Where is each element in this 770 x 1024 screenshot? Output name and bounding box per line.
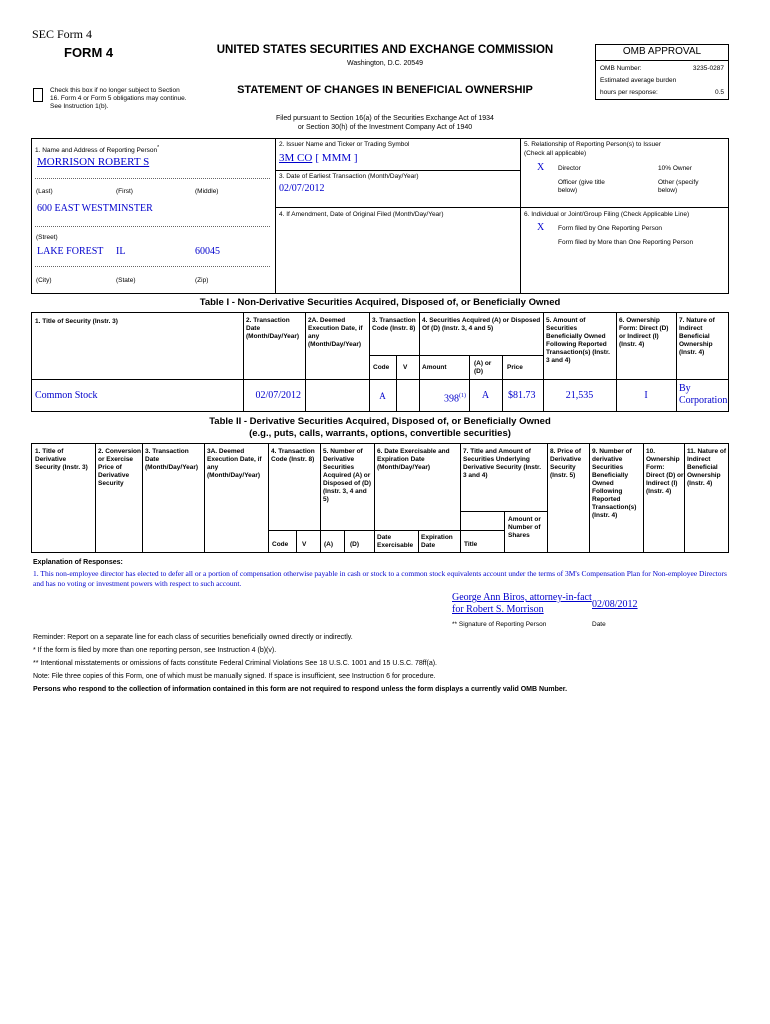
state-value: IL [116,246,126,257]
officer-label: Officer (give title below) [558,179,605,194]
omb-final-note: Persons who respond to the collection of information contained in this form are not required to respond unless the form displays a currently valid OMB Number. [33,686,568,693]
t2-sub-d: (D) [350,541,360,548]
omb-number-label: OMB Number: [600,65,642,72]
t2-sub-code: Code [272,541,289,548]
t1-h5: 5. Amount of Securities Beneficially Owned Following Reported Transaction(s) (Instr. 3 and 4) [546,317,610,364]
t1-row-title: Common Stock [35,390,98,401]
omb-hours-label: hours per response: [600,89,658,96]
signature-label: ** Signature of Reporting Person [452,621,547,628]
last-label: (Last) [36,188,53,195]
signature-name: George Ann Biros, attorney-in-fact for Robert S. Morrison [452,592,592,615]
reminder-4: Note: File three copies of this Form, one of which must be manually signed. If space is insufficient, see Instruction 6 for procedure. [33,673,436,680]
t1-h6: 6. Ownership Form: Direct (D) or Indirect (I) (Instr. 4) [619,317,669,348]
t2-h6: 6. Date Exercisable and Expiration Date (Month/Day/Year) [377,448,450,471]
more-persons-label: Form filed by More than One Reporting Person [558,239,694,246]
explanation-heading: Explanation of Responses: [33,559,123,566]
director-label: Director [558,165,581,172]
t2-h2: 2. Conversion or Exercise Price of Derivative Security [98,448,141,487]
t1-h2: 2. Transaction Date (Month/Day/Year) [246,317,300,340]
reminder-1: Reminder: Report on a separate line for each class of securities beneficially owned directly or indirectly. [33,634,353,641]
reminder-3: ** Intentional misstatements or omissions of facts constitute Federal Criminal Violations See 18 U.S.C. 1001 and 15 U.S.C. 78ff(a). [33,660,437,667]
table2-subtitle: (e.g., puts, calls, warrants, options, convertible securities) [249,428,511,439]
issuer-name[interactable]: 3M CO [ MMM ] [279,152,358,164]
box1-label: 1. Name and Address of Reporting Person* [35,145,160,155]
t1-sub-aord: (A) or (D) [474,360,492,375]
t1-sub-code: Code [373,364,390,371]
omb-burden-label: Estimated average burden [600,77,677,84]
one-person-label: Form filed by One Reporting Person [558,225,663,232]
t1-row-owned: 21,535 [565,390,594,401]
street-label: (Street) [36,234,58,241]
doc-label: SEC Form 4 [32,27,93,41]
date-label: Date [592,621,606,628]
t1-row-aord: A [481,390,490,401]
t2-h1: 1. Title of Derivative Security (Instr. 3) [35,448,88,471]
t2-h3: 3. Transaction Date (Month/Day/Year) [145,448,199,471]
agency-city: Washington, D.C. 20549 [346,60,423,67]
t2-sub-a: (A) [324,541,334,548]
t1-row-date: 02/07/2012 [255,390,301,401]
box4-label: 4. If Amendment, Date of Original Filed (Month/Day/Year) [279,211,444,218]
one-person-mark[interactable]: X [537,222,545,233]
street-value: 600 EAST WESTMINSTER [37,203,153,214]
t1-h7: 7. Nature of Indirect Beneficial Ownership (Instr. 4) [679,317,715,356]
t1-row-form: I [644,390,648,401]
t1-sub-v: V [403,364,408,371]
t2-h7: 7. Title and Amount of Securities Underlying Derivative Security (Instr. 3 and 4) [463,448,542,479]
filed-line-2: or Section 30(h) of the Investment Company Act of 1940 [297,124,473,131]
t2-h4: 4. Transaction Code (Instr. 8) [271,448,315,463]
table2-title: Table II - Derivative Securities Acquired, Disposed of, or Beneficially Owned [209,416,551,427]
t2-h5: 5. Number of Derivative Securities Acquired (A) or Disposed of (D) (Instr. 3, 4 and 5) [323,448,372,503]
t2-h8: 8. Price of Derivative Security (Instr. 5) [550,448,582,479]
statement-title: STATEMENT OF CHANGES IN BENEFICIAL OWNERSHIP [237,84,533,96]
box3-label: 3. Date of Earliest Transaction (Month/Day/Year) [279,173,419,180]
form-title: FORM 4 [64,45,114,60]
footnote-1: 1. This non-employee director has elected to defer all or a portion of compensation otherwise payable in cash or stock to a common stock equivalents account under the terms of 3M's Compensation Plan for Non-employee Directors and has no voting or investment powers with respect to such account. [33,569,727,588]
middle-label: (Middle) [195,188,219,195]
t1-sub-price: Price [507,364,523,371]
state-label: (State) [116,277,136,284]
reporting-person-name[interactable]: MORRISON ROBERT S [37,156,150,168]
signature-date: 02/08/2012 [592,599,638,610]
omb-hours-value: 0.5 [714,89,724,96]
ten-pct-label: 10% Owner [658,165,692,172]
box6-label: 6. Individual or Joint/Group Filing (Check Applicable Line) [524,211,690,218]
director-mark[interactable]: X [537,162,545,173]
t2-sub-title: Title [464,541,478,548]
t1-row-code: A [379,391,386,401]
zip-value: 60045 [195,246,220,257]
filed-line-1: Filed pursuant to Section 16(a) of the Securities Exchange Act of 1934 [276,115,494,122]
first-label: (First) [116,188,133,195]
box5-sub: (Check all applicable) [524,150,587,157]
t1-h4: 4. Securities Acquired (A) or Disposed Of (D) (Instr. 3, 4 and 5) [422,317,541,332]
t1-row-amount: 398$^{(1)}$ [444,393,466,405]
t1-row-nature: By Corporation [679,383,728,406]
t2-h10: 10. Ownership Form: Direct (D) or Indirect (I) (Instr. 4) [646,448,684,495]
omb-number-value: 3235-0287 [692,65,724,72]
t1-sub-amount: Amount [422,364,447,371]
agency-name: UNITED STATES SECURITIES AND EXCHANGE COMMISSION [216,44,554,56]
city-label: (City) [36,277,52,284]
t2-sub-amount: Amount or Number of Shares [508,516,541,539]
box2-label: 2. Issuer Name and Ticker or Trading Symbol [279,141,410,148]
t2-sub-v: V [302,541,307,548]
t1-row-price: $81.73 [508,390,536,401]
t2-h11: 11. Nature of Indirect Beneficial Ownership (Instr. 4) [687,448,727,487]
t1-h3: 3. Transaction Code (Instr. 8) [372,317,416,332]
no-longer-subject-checkbox[interactable] [33,88,43,102]
zip-label: (Zip) [195,277,209,284]
t2-sub-expiration: Expiration Date [421,534,453,549]
reminder-2: * If the form is filed by more than one reporting person, see Instruction 4 (b)(v). [33,647,277,654]
other-label: Other (specify below) [658,179,699,194]
t2-sub-exercisable: Date Exercisable [377,534,414,549]
checkbox-text: Check this box if no longer subject to Section 16. Form 4 or Form 5 obligations may continue. See Instruction 1(b). [50,87,187,110]
t2-h9: 9. Number of derivative Securities Beneficially Owned Following Reported Transaction(s) (Instr. 4) [592,448,637,519]
earliest-transaction-date: 02/07/2012 [279,183,325,194]
t1-h1: 1. Title of Security (Instr. 3) [35,318,118,325]
t2-h3a: 3A. Deemed Execution Date, if any (Month/Day/Year) [207,448,262,479]
table1-title: Table I - Non-Derivative Securities Acquired, Disposed of, or Beneficially Owned [199,297,561,308]
t1-h2a: 2A. Deemed Execution Date, if any (Month/Day/Year) [308,317,363,348]
city-value: LAKE FOREST [37,246,104,257]
box5-label: 5. Relationship of Reporting Person(s) to Issuer [524,141,661,148]
omb-title: OMB APPROVAL [622,46,702,57]
